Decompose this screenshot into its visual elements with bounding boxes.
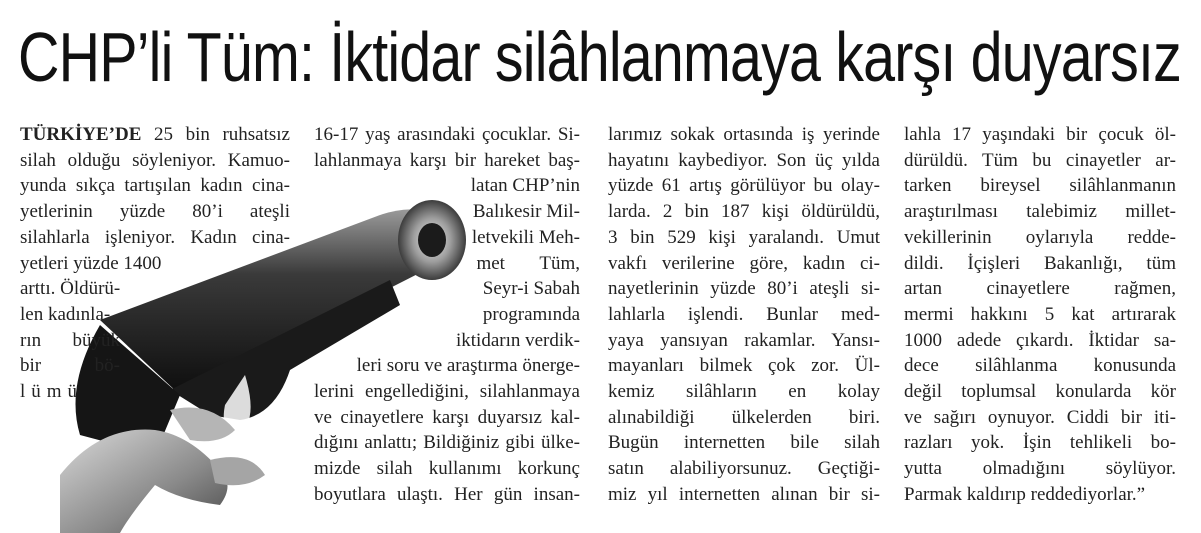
text-line: mizde silah kullanımı korkunç xyxy=(314,458,580,480)
text-line: yüzde 61 artış görülüyor bu olay- xyxy=(608,175,880,197)
text-line: vekillerinin oylarıyla redde- xyxy=(904,226,1176,248)
text-line: vakfı verilerine göre, kadın ci- xyxy=(608,252,880,274)
text-line: Bugün internetten bile silah xyxy=(608,432,880,454)
text-line: dece silâhlanma konusunda xyxy=(904,355,1176,377)
text-line: satın alabiliyorsunuz. Geçtiği- xyxy=(608,458,880,480)
text-line: lahla 17 yaşındaki bir çocuk öl- xyxy=(904,124,1176,145)
text-line: Parmak kaldırıp reddediyorlar.” xyxy=(904,483,1146,505)
text-line: met Tüm, xyxy=(476,252,580,274)
text-line: 1000 adede çıkardı. İktidar sa- xyxy=(904,329,1176,351)
text-line: kemiz silâhların en kolay xyxy=(608,381,880,403)
text-line: nayetlerinin yüzde 80’i ateşli si- xyxy=(608,278,880,300)
text-line: 3 bin 529 kişi yaralandı. Umut xyxy=(608,226,880,248)
text-line: miz yıl internetten alınan bir si- xyxy=(608,483,880,505)
text-line: lahlanmaya karşı bir hareket baş- xyxy=(314,149,580,171)
text-line: yetleri yüzde 1400 xyxy=(20,252,162,274)
text-line: silahlarla işleniyor. Kadın cina- xyxy=(20,226,290,248)
headline: CHP’li Tüm: İktidar silâhlanmaya karşı duyarsız xyxy=(18,18,1182,96)
text-line: razları yok. İşin tehlikeli bo- xyxy=(904,432,1176,454)
text-line: lahlarla işlendi. Bunlar med- xyxy=(608,303,880,325)
text-line: mayanları bilmek çok zor. Ül- xyxy=(608,355,880,377)
column-3 xyxy=(608,122,880,508)
text-line: latan CHP’nin xyxy=(470,175,580,197)
text-line: yetlerinin yüzde 80’i ateşli xyxy=(20,201,290,223)
text-line: yutta olmadığını söylüyor. xyxy=(904,458,1176,480)
column-2 xyxy=(314,122,580,508)
text-line: len kadınla- xyxy=(20,303,111,325)
text-line: TÜRKİYE’DE 25 bin ruhsatsız xyxy=(20,124,290,145)
text-line: tarken bireysel silâhlanmanın xyxy=(904,175,1176,197)
text-line: Balıkesir Mil- xyxy=(472,201,580,223)
text-line: letvekili Meh- xyxy=(471,226,580,248)
column-1 xyxy=(20,122,290,405)
text-line: yunda sıkça tartışılan kadın cina- xyxy=(20,175,290,197)
column-4 xyxy=(904,122,1176,508)
text-line: Seyr-i Sabah xyxy=(482,278,580,300)
text-line: ve cinayetlere karşı duyarsız kal- xyxy=(314,406,580,428)
text-line: hayatını kaybediyor. Son üç yılda xyxy=(608,149,880,171)
text-line: mermi hakkını 5 kat artırarak xyxy=(904,303,1176,325)
text-line: alınabildiği ülkelerden biri. xyxy=(608,406,880,428)
text-line: larımız sokak ortasında iş yerinde xyxy=(608,124,880,145)
text-line: arttı. Öldürü- xyxy=(20,278,121,300)
text-line: ve sağırı oynuyor. Ciddi bir iti- xyxy=(904,406,1176,428)
text-line: bir bö- xyxy=(20,355,120,377)
text-line: iktidarın verdik- xyxy=(456,329,580,351)
text-line: değil toplumsal konularda kör xyxy=(904,381,1176,403)
text-line: leri soru ve araştırma önerge- xyxy=(356,355,580,377)
text-line: lerini engellediğini, silahlanmaya xyxy=(314,381,580,403)
text-line: larda. 2 bin 187 kişi öldürüldü, xyxy=(608,201,880,223)
text-line: rın büyük xyxy=(20,329,120,351)
text-line: dığını anlattı; Bildiğiniz gibi ülke- xyxy=(314,432,580,454)
text-line: dürüldü. Tüm bu cinayetler ar- xyxy=(904,149,1176,171)
lead-word: TÜRKİYE’DE xyxy=(20,124,142,145)
text-line: artan cinayetlere rağmen, xyxy=(904,278,1176,300)
text-line: yaya yansıyan rakamlar. Yansı- xyxy=(608,329,880,351)
text-line: 16-17 yaş arasındaki çocuklar. Si- xyxy=(314,124,580,145)
text-line: dildi. İçişleri Bakanlığı, tüm xyxy=(904,252,1176,274)
text-line: silah olduğu söyleniyor. Kamuo- xyxy=(20,149,290,171)
text-line: araştırılması talebimiz millet- xyxy=(904,201,1176,223)
text-line: boyutlara ulaştı. Her gün insan- xyxy=(314,483,580,505)
text-line: lümü xyxy=(20,381,84,403)
text-line: programında xyxy=(482,303,580,325)
